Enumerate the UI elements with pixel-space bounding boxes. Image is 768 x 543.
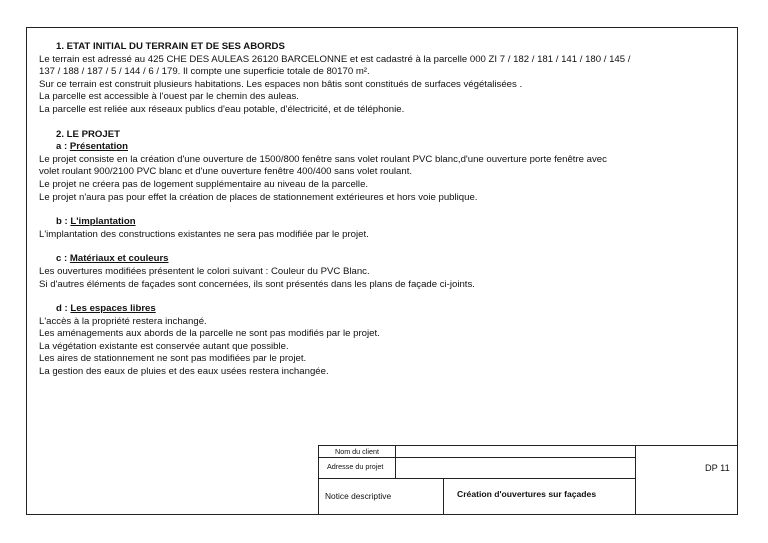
subsection-d-line: La gestion des eaux de pluies et des eaux usées restera inchangée.: [39, 366, 329, 378]
subsection-a-line: Le projet consiste en la création d'une ouverture de 1500/800 fenêtre sans volet roulant PVC blanc,d'une ouverture porte fenêtre avec: [39, 153, 607, 165]
dp-number: DP 11: [705, 463, 730, 473]
title-block-row-line: [319, 478, 635, 479]
subsection-d-prefix: d :: [56, 303, 71, 315]
document-body: [39, 41, 711, 379]
section-1-line: Sur ce terrain est construit plusieurs habitations. Les espaces non bâtis sont constitués de surfaces végétalisées .: [39, 78, 523, 90]
subsection-c-prefix: c :: [56, 253, 70, 265]
subsection-a-heading: [39, 141, 711, 154]
title-block-divider: [635, 446, 636, 514]
section-1-line: 137 / 188 / 187 / 5 / 144 / 6 / 179. Il compte une superficie totale de 80170 m².: [39, 66, 370, 78]
subsection-c-heading: [39, 253, 711, 266]
subsection-d-line: Les aménagements aux abords de la parcelle ne sont pas modifiés par le projet.: [39, 328, 380, 340]
subsection-c-line: Si d'autres éléments de façades sont concernées, ils sont présentés dans les plans de façade ci-joints.: [39, 278, 475, 290]
subsection-d-title: Les espaces libres: [70, 303, 156, 315]
title-block-row-line: [319, 457, 635, 458]
subsection-d-line: L'accès à la propriété restera inchangé.: [39, 315, 207, 327]
creation-title: Création d'ouvertures sur façades: [457, 489, 597, 499]
section-1-line: La parcelle est reliée aux réseaux publics d'eau potable, d'électricité, et de téléphonie.: [39, 103, 405, 115]
client-name-label: Nom du client: [335, 447, 379, 456]
subsection-a-title: Présentation: [69, 141, 128, 153]
subsection-c-title: Matériaux et couleurs: [69, 253, 169, 265]
title-block-label-divider: [395, 446, 396, 478]
subsection-b-line: L'implantation des constructions existantes ne sera pas modifiée par le projet.: [39, 228, 369, 240]
subsection-d-line: La végétation existante est conservée autant que possible.: [39, 340, 289, 352]
project-address-label: Adresse du projet: [327, 462, 384, 471]
subsection-b-prefix: b :: [56, 216, 71, 228]
subsection-d-line: Les aires de stationnement ne sont pas modifiées par le projet.: [39, 353, 307, 365]
subsection-a-line: Le projet ne créera pas de logement supplémentaire au niveau de la parcelle.: [39, 178, 369, 190]
subsection-a-line: Le projet n'aura pas pour effet la création de places de stationnement extérieures et hors voie publique.: [39, 191, 478, 203]
subsection-b-heading: [39, 216, 711, 229]
title-block: [318, 445, 738, 515]
subsection-a-prefix: a :: [56, 141, 70, 153]
notice-descriptive: Notice descriptive: [325, 491, 392, 501]
subsection-b-title: L'implantation: [70, 216, 136, 228]
section-1-title: 1. ETAT INITIAL DU TERRAIN ET DE SES ABORDS: [56, 41, 285, 52]
subsection-d-heading: [39, 303, 711, 316]
subsection-c-line: Les ouvertures modifiées présentent le colori suivant : Couleur du PVC Blanc.: [39, 265, 370, 277]
title-block-notice-divider: [443, 478, 444, 515]
subsection-a-line: volet roulant 900/2100 PVC blanc et d'une ouverture fenêtre 400/400 sans volet roulant.: [39, 166, 413, 178]
section-1-line: Le terrain est adressé au 425 CHE DES AULEAS 26120 BARCELONNE et est cadastré à la parcelle 000 ZI 7 / 182 / 181 / 141 / 180 / 145 /: [39, 53, 631, 65]
section-2-title: 2. LE PROJET: [56, 128, 120, 140]
section-1-line: La parcelle est accessible à l'ouest par le chemin des auleas.: [39, 91, 299, 103]
